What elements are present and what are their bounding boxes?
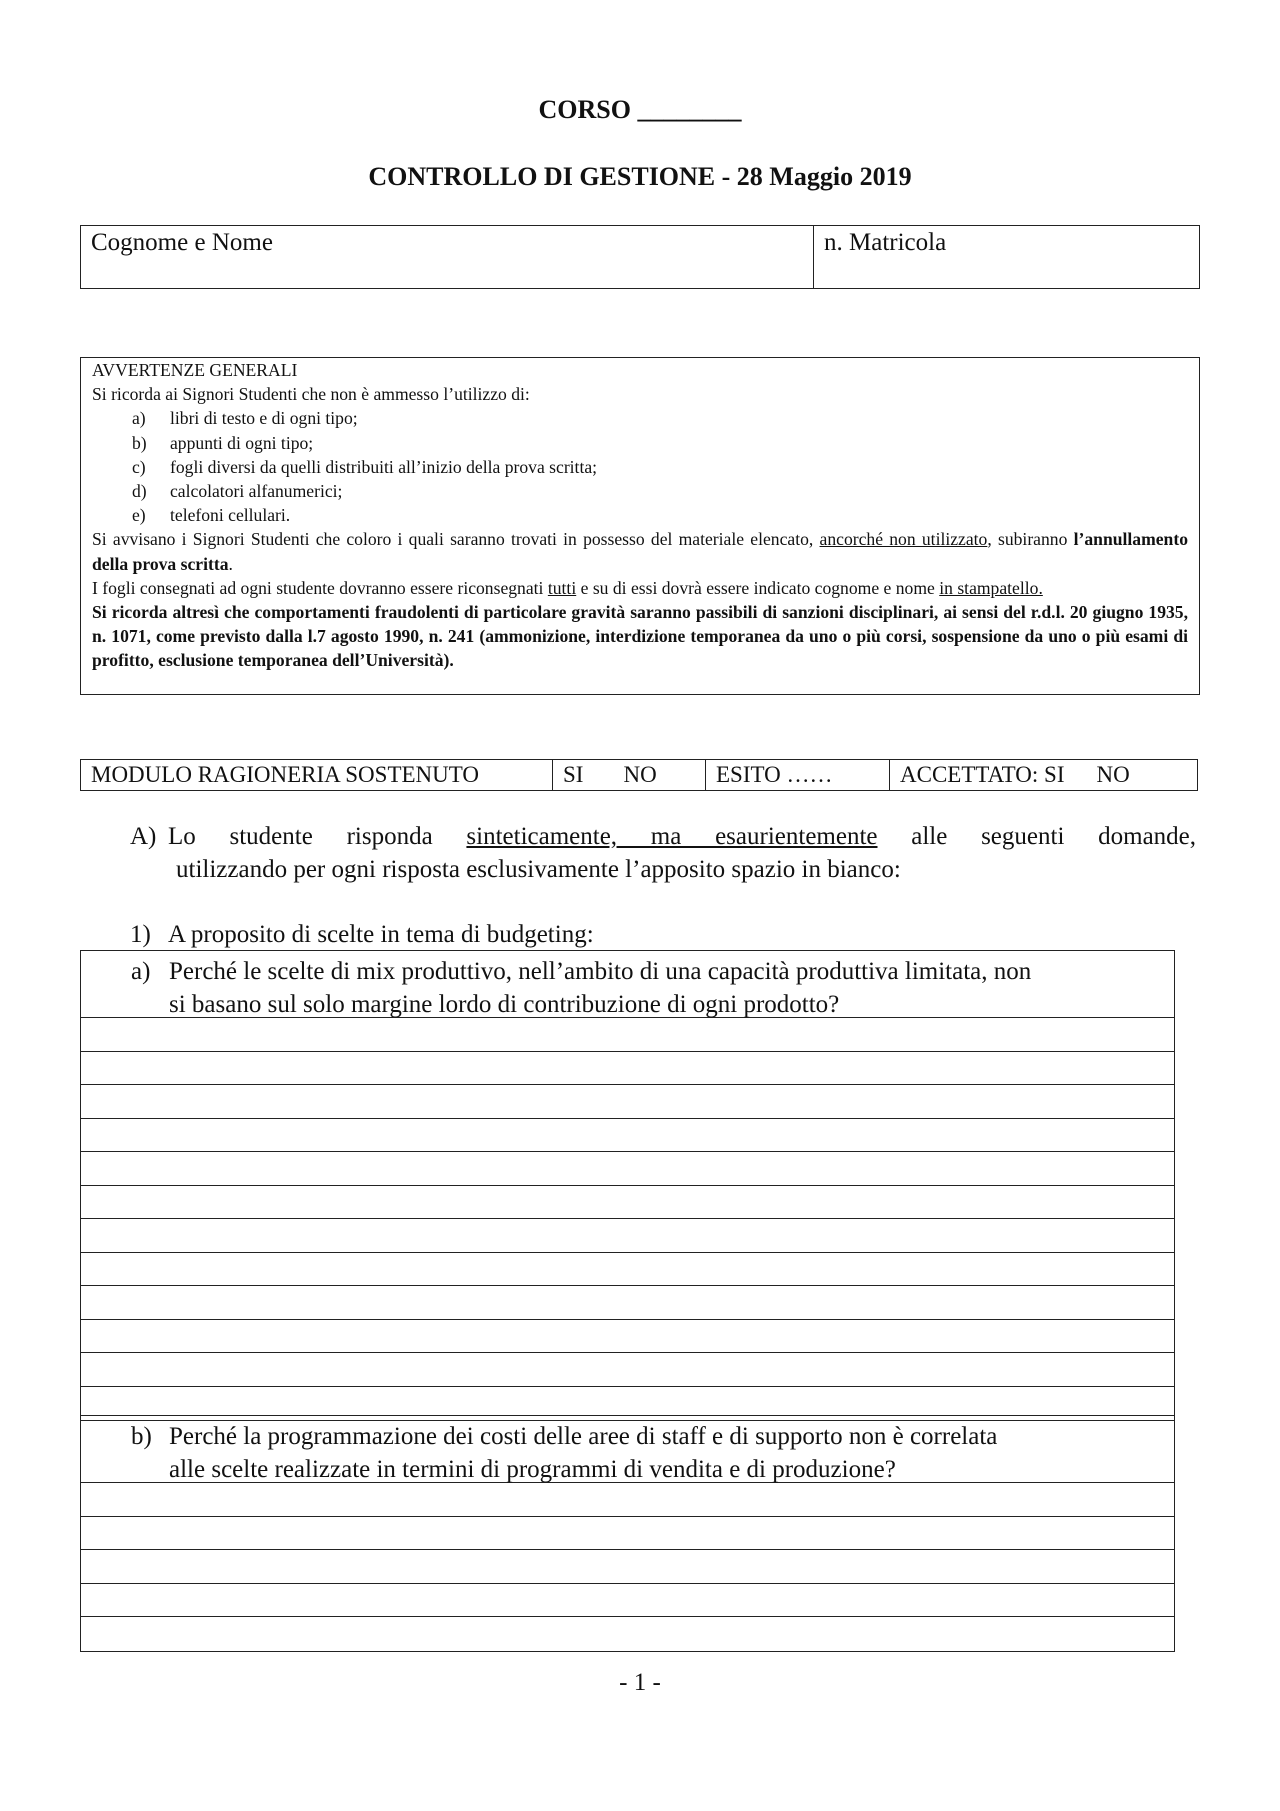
answer-line[interactable]: [81, 1320, 1174, 1354]
question-1b: b) Perché la programmazione dei costi delle aree di staff e di supporto non è correlata alle scelte realizzate in termini di programmi di vendita e di produzione?: [81, 1416, 1174, 1483]
warnings-intro: Si ricorda ai Signori Studenti che non è ammesso l’utilizzo di:: [92, 384, 530, 405]
answer-lines-a[interactable]: [81, 1018, 1174, 1420]
page-number: - 1 -: [619, 1669, 661, 1696]
accettato-field[interactable]: ACCETTATO: SI NO: [900, 762, 1130, 787]
warning-paragraph-materials: Si avvisano i Signori Studenti che coloro i quali saranno trovati in possesso del materiale elencato, ancorché non utilizzato, subiranno l’annullamento della prova scritta.: [92, 529, 1189, 574]
modulo-si-no[interactable]: SI NO: [553, 760, 706, 790]
warning-item: d) calcolatori alfanumerici;: [132, 481, 343, 502]
answer-line[interactable]: [81, 1119, 1174, 1153]
answer-line[interactable]: [81, 1483, 1174, 1517]
warning-item: b) appunti di ogni tipo;: [132, 432, 314, 453]
modulo-label: MODULO RAGIONERIA SOSTENUTO: [81, 760, 553, 790]
answer-lines-b[interactable]: [81, 1483, 1174, 1651]
answer-line[interactable]: [81, 1286, 1174, 1320]
warning-paragraph-sheets: I fogli consegnati ad ogni studente dovranno essere riconsegnati tutti e su di essi dovrà essere indicato cognome e nome in stampatello.: [92, 577, 1043, 598]
answer-line[interactable]: [81, 1219, 1174, 1253]
instructions: A) Lo studente risponda sinteticamente, ma esaurientemente alle seguenti domande, utilizzando per ogni risposta esclusivamente l’apposito spazio in bianco:: [130, 823, 1197, 883]
question-1: 1) A proposito di scelte in tema di budgeting:: [130, 921, 594, 948]
warning-item: e) telefoni cellulari.: [132, 505, 291, 526]
answer-line[interactable]: [81, 1353, 1174, 1387]
question-1a: a) Perché le scelte di mix produttivo, nell’ambito di una capacità produttiva limitata, non si basano sul solo margine lordo di contribuzione di ogni prodotto?: [81, 951, 1174, 1018]
answer-line[interactable]: [81, 1018, 1174, 1052]
answer-line[interactable]: [81, 1584, 1174, 1618]
corso-heading: CORSO ________: [538, 95, 742, 124]
answer-line[interactable]: [81, 1052, 1174, 1086]
answer-box-a: [80, 950, 1175, 1421]
esito-field[interactable]: ESITO ……: [706, 760, 890, 790]
name-label: Cognome e Nome: [91, 229, 273, 256]
modulo-row: [80, 759, 1198, 791]
exam-title: CONTROLLO DI GESTIONE - 28 Maggio 2019: [368, 162, 912, 191]
warning-item: c) fogli diversi da quelli distribuiti all’inizio della prova scritta;: [132, 456, 598, 477]
answer-line[interactable]: [81, 1186, 1174, 1220]
answer-line[interactable]: [81, 1085, 1174, 1119]
answer-line[interactable]: [81, 1152, 1174, 1186]
warning-item: a) libri di testo e di ogni tipo;: [132, 408, 358, 429]
matricola-field[interactable]: [814, 226, 1199, 288]
warnings-box: [80, 357, 1200, 695]
answer-line[interactable]: [81, 1517, 1174, 1551]
warnings-heading: AVVERTENZE GENERALI: [92, 360, 298, 380]
answer-line[interactable]: [81, 1253, 1174, 1287]
student-info-box: [80, 225, 1200, 289]
name-field[interactable]: [81, 226, 814, 288]
warning-paragraph-sanctions: Si ricorda altresì che comportamenti fraudolenti di particolare gravità saranno passibili di sanzioni disciplinari, ai sensi del r.d.l. 20 giugno 1935, n. 1071, come previsto dalla l.7 agosto 1990, n. 241 (ammonizione, interdizione temporanea da uno o più corsi, sospensione da uno o più esami di profitto, esclusione temporanea dell’Università).: [92, 602, 1188, 671]
answer-box-b: [80, 1415, 1175, 1652]
matricola-label: n. Matricola: [824, 229, 947, 256]
answer-line[interactable]: [81, 1617, 1174, 1651]
answer-line[interactable]: [81, 1550, 1174, 1584]
